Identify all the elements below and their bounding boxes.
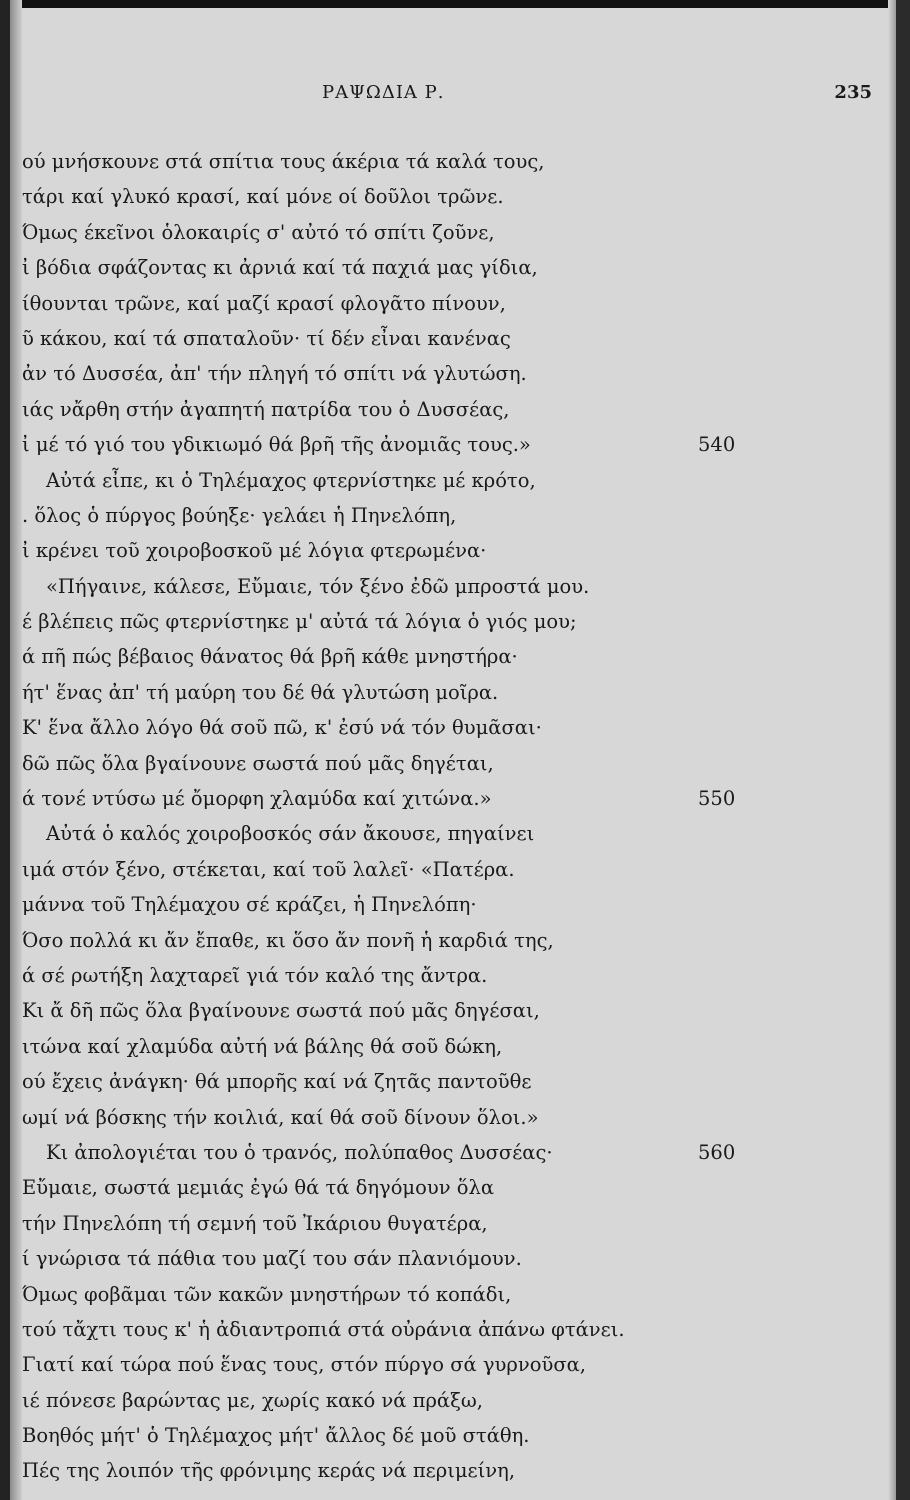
verse-line [22,781,742,816]
verse-line-text: Όσο πολλά κι ἄν ἔπαθε, κι ὅσο ἄν πονῆ ἡ καρδιά της, [22,928,554,952]
verse-line-text: ῦ κάκου, καί τά σπαταλοῦν· τί δέν εἶναι κανένας [22,326,511,350]
verse-line [22,1100,742,1135]
verse-line-text: ιέ πόνεσε βαρώντας με, χωρίς κακό νά πράξω, [22,1388,483,1412]
verse-line-text: Κι ἄ δῆ πῶς ὅλα βγαίνουνε σωστά πού μᾶς δηγέσαι, [22,999,540,1023]
page-right-fold [888,0,896,1500]
scan-top-edge [0,0,910,8]
verse-line-text: δῶ πῶς ὅλα βγαίνουνε σωστά πού μᾶς δηγέται, [22,751,494,775]
verse-line [22,1206,742,1241]
verse-text-block [22,144,742,1489]
verse-line-text: ἰ βόδια σφάζοντας κι ἀρνιά καί τά παχιά μας γίδια, [22,256,538,280]
verse-line [22,1347,742,1382]
verse-line [22,1383,742,1418]
verse-line [22,392,742,427]
scan-right-edge [896,0,910,1500]
page-left-fold [10,0,22,1500]
verse-line-text: ίθουνται τρῶνε, καί μαζί κρασί φλογᾶτο πίνουν, [22,291,506,315]
verse-line [22,144,742,179]
verse-line-text: ἀν τό Δυσσέα, ἀπ' τήν πληγή τό σπίτι νά γλυτώση. [22,362,527,386]
verse-line-text: Πές της λοιπόν τῆς φρόνιμης κεράς νά περιμείνη, [22,1459,516,1483]
verse-line-text: ά πῆ πώς βέβαιος θάνατος θά βρῆ κάθε μνηστήρα· [22,645,518,669]
verse-line-text: Εὔμαιε, σωστά μεμιάς ἐγώ θά τά δηγόμουν ὅλα [22,1176,495,1200]
verse-line [22,816,742,851]
verse-line-text: Βοηθός μήτ' ὁ Τηλέμαχος μήτ' ἄλλος δέ μοῦ στάθη. [22,1424,530,1448]
verse-line [22,923,742,958]
verse-line [22,993,742,1028]
verse-line [22,852,742,887]
verse-line [22,1029,742,1064]
verse-line-text: ί γνώρισα τά πάθια του μαζί του σάν πλανιόμουν. [22,1247,522,1271]
verse-line [22,356,742,391]
verse-line [22,179,742,214]
verse-line-text: τήν Πηνελόπη τή σεμνή τοῦ Ἰκάριου θυγατέρα, [22,1211,488,1235]
verse-line [22,286,742,321]
verse-line [22,321,742,356]
verse-line [22,1241,742,1276]
verse-line-text: Όμως φοβᾶμαι τῶν κακῶν μνηστήρων τό κοπάδι, [22,1282,512,1306]
verse-line-text: τού τἄχτι τους κ' ἡ ἀδιαντροπιά στά οὐράνια ἀπάνω φτάνει. [22,1317,625,1341]
verse-line [22,1277,742,1312]
running-title: ΡΑΨΩΔΙΑ Ρ. [322,82,445,103]
page-number: 235 [834,82,872,103]
verse-line [22,1064,742,1099]
verse-line-number: 560 [698,1140,736,1164]
verse-line [22,1453,742,1488]
verse-line-text: Κ' ἕνα ἄλλο λόγο θά σοῦ πῶ, κ' ἐσύ νά τόν θυμᾶσαι· [22,716,542,740]
verse-line-text: τάρι καί γλυκό κρασί, καί μόνε οί δοῦλοι τρῶνε. [22,185,504,209]
verse-line-text: ά τονέ ντύσω μέ ὄμορφη χλαμύδα καί χιτώνα.» [22,787,492,811]
verse-line-text: ού μνήσκουνε στά σπίτια τους άκέρια τά καλά τους, [22,150,545,173]
verse-line [22,1170,742,1205]
verse-line [22,250,742,285]
verse-line-text: ιτώνα καί χλαμύδα αὐτή νά βάλης θά σοῦ δώκη, [22,1034,503,1058]
verse-line [22,958,742,993]
verse-line [22,746,742,781]
verse-line [22,463,742,498]
verse-line-text: ἰ μέ τό γιό του γδικιωμό θά βρῆ τῆς ἀνομιᾶς τους.» [22,433,531,457]
verse-line-text: Αὐτά εἶπε, κι ὁ Τηλέμαχος φτερνίστηκε μέ κρότο, [46,468,536,492]
verse-line [22,710,742,745]
verse-line [22,533,742,568]
verse-line [22,427,742,462]
verse-line-text: . ὅλος ὁ πύργος βούηξε· γελάει ἡ Πηνελόπη, [22,503,457,527]
verse-line-text: ήτ' ἕνας ἀπ' τή μαύρη του δέ θά γλυτώση μοῖρα. [22,680,499,704]
verse-line-text: έ βλέπεις πῶς φτερνίστηκε μ' αὐτά τά λόγια ὁ γιός μου; [22,610,577,634]
verse-line [22,498,742,533]
verse-line-text: Όμως έκεῖνοι ὁλοκαιρίς σ' αὐτό τό σπίτι ζοῦνε, [22,220,495,244]
verse-line [22,1135,742,1170]
verse-line-text: ά σέ ρωτήξη λαχταρεῖ γιά τόν καλό της ἄντρα. [22,963,488,987]
verse-line-text: μάννα τοῦ Τηλέμαχου σέ κράζει, ἡ Πηνελόπη· [22,893,477,917]
verse-line-text: ιάς νἄρθη στήν ἀγαπητή πατρίδα του ὁ Δυσσέας, [22,397,510,421]
verse-line [22,887,742,922]
page-header [22,82,888,108]
verse-line-text: Κι ἀπολογιέται του ὁ τρανός, πολύπαθος Δυσσέας· [46,1140,553,1164]
verse-line-text: ωμί νά βόσκης τήν κοιλιά, καί θά σοῦ δίνουν ὅλοι.» [22,1105,539,1129]
verse-line [22,639,742,674]
book-gutter-shadow [0,0,10,1500]
verse-line-text: Γιατί καί τώρα πού ἕνας τους, στόν πύργο σά γυρνοῦσα, [22,1353,587,1377]
verse-line-number: 540 [698,433,736,457]
verse-line [22,569,742,604]
verse-line-text: ού ἔχεις ἀνάγκη· θά μπορῆς καί νά ζητᾶς παντοῦθε [22,1070,532,1094]
verse-line [22,675,742,710]
verse-line-number: 550 [698,787,736,811]
verse-line-text: «Πήγαινε, κάλεσε, Εὔμαιε, τόν ξένο ἐδῶ μπροστά μου. [46,574,590,598]
verse-line-text: Αὐτά ὁ καλός χοιροβοσκός σάν ἄκουσε, πηγαίνει [46,822,535,846]
verse-line [22,215,742,250]
verse-line [22,604,742,639]
verse-line-text: ιμά στόν ξένο, στέκεται, καί τοῦ λαλεῖ· «Πατέρα. [22,857,515,881]
verse-line-text: ἰ κρένει τοῦ χοιροβοσκοῦ μέ λόγια φτερωμένα· [22,539,487,563]
verse-line [22,1418,742,1453]
verse-line [22,1312,742,1347]
